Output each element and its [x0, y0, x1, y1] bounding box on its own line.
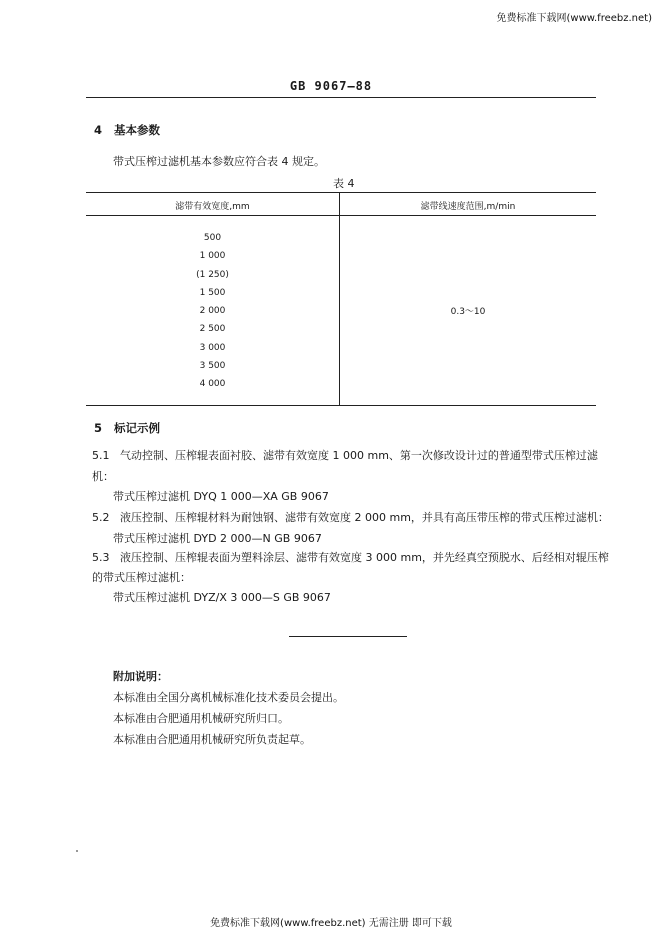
clause-text: 液压控制、压榨辊表面为塑料涂层、滤带有效宽度 3 000 mm，并先经真空预脱水、后经相对辊压榨: [120, 551, 609, 564]
notes-line: 本标准由全国分离机械标准化技术委员会提出。: [113, 691, 344, 704]
clause-5-3: [92, 549, 609, 565]
scan-speck: [76, 850, 78, 852]
table-cell-width: 3 500: [199, 361, 226, 372]
section-title: 基本参数: [114, 123, 160, 137]
table-cell-width: 1 500: [199, 287, 226, 298]
clause-5-3-continued: 的带式压榨过滤机：: [92, 571, 191, 584]
table-cell-width: (1 250): [196, 269, 229, 280]
header-rule: [86, 97, 596, 98]
clause-number: 5.2: [92, 511, 110, 524]
table-bottom-rule: [86, 405, 596, 406]
notes-line: 本标准由合肥通用机械研究所归口。: [113, 712, 289, 725]
section-5-heading: [94, 420, 160, 436]
section-number: 4: [94, 123, 103, 137]
notes-line: 本标准由合肥通用机械研究所负责起草。: [113, 733, 311, 746]
section-title: 标记示例: [114, 421, 160, 435]
clause-5-1-continued: 机：: [92, 470, 114, 483]
table-caption: 表 4: [333, 177, 355, 190]
table-header-rule: [86, 215, 596, 216]
clause-text: 液压控制、压榨辊材料为耐蚀钢、滤带有效宽度 2 000 mm，并具有高压带压榨的带式压榨过滤机：: [120, 511, 609, 524]
clause-5-1: [92, 447, 598, 463]
clause-text: 气动控制、压榨辊表面衬胶、滤带有效宽度 1 000 mm、第一次修改设计过的普通型带式压榨过滤: [120, 449, 598, 462]
table-cell-width: 2 000: [199, 306, 226, 317]
section-4-heading: [94, 122, 160, 138]
standard-code-header: GB 9067—88: [289, 79, 373, 93]
table-cell-width: 2 500: [199, 324, 226, 335]
table-cell-width: 500: [203, 233, 222, 243]
table-header-speed: 滤带线速度范围,m/min: [420, 202, 516, 212]
end-rule: [289, 636, 407, 637]
table-cell-width: 4 000: [199, 379, 226, 390]
parameter-table: [86, 192, 596, 406]
notes-title: 附加说明：: [113, 670, 168, 683]
table-cell-speed: 0.3～10: [450, 307, 486, 317]
clause-5-2: [92, 509, 609, 525]
section-4-intro: 带式压榨过滤机基本参数应符合表 4 规定。: [113, 155, 325, 168]
table-cell-width: 1 000: [199, 251, 226, 262]
table-cell-width: 3 000: [199, 342, 226, 353]
footer-banner: 免费标准下载网(www.freebz.net) 无需注册 即可下载: [210, 918, 452, 929]
marking-example: 带式压榨过滤机 DYD 2 000—N GB 9067: [113, 532, 322, 545]
marking-example: 带式压榨过滤机 DYZ/X 3 000—S GB 9067: [113, 591, 331, 604]
clause-number: 5.3: [92, 551, 110, 564]
table-header-width: 滤带有效宽度,mm: [175, 202, 250, 212]
table-top-rule: [86, 192, 596, 193]
section-number: 5: [94, 421, 103, 435]
width-column: [86, 229, 339, 394]
table-column-divider: [339, 192, 340, 406]
site-banner: 免费标准下载网(www.freebz.net): [496, 13, 652, 24]
marking-example: 带式压榨过滤机 DYQ 1 000—XA GB 9067: [113, 490, 329, 503]
clause-number: 5.1: [92, 449, 110, 462]
